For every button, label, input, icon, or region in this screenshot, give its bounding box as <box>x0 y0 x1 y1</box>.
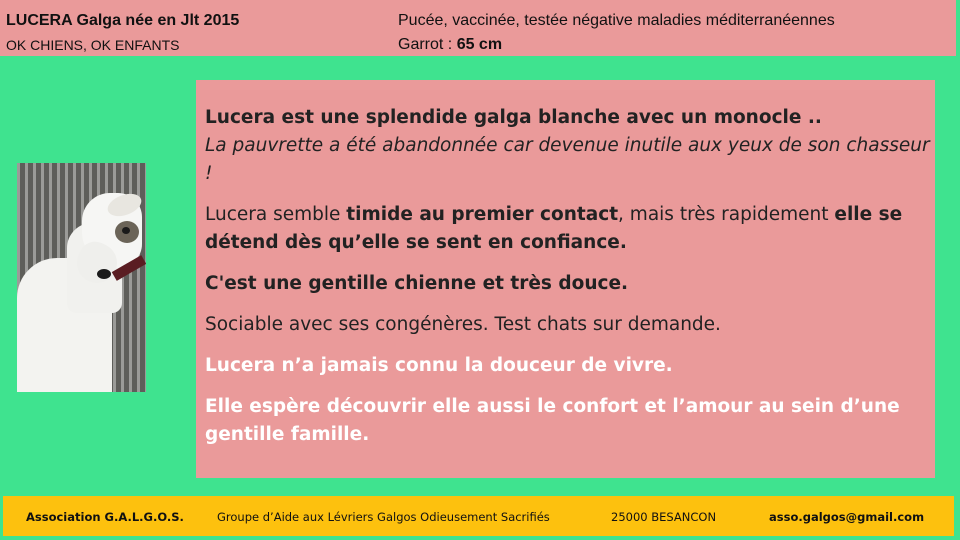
dog-compatibility: OK CHIENS, OK ENFANTS <box>6 37 180 53</box>
garrot-value: 65 cm <box>456 36 503 53</box>
temperament-mid: , mais très rapidement <box>618 204 835 225</box>
association-name: Association G.A.L.G.O.S. <box>26 510 184 524</box>
health-info: Pucée, vaccinée, testée négative maladies méditerranéennes <box>398 12 835 29</box>
temperament-bold-2: elle se détend dès qu’elle se sent en confiance. <box>205 204 903 253</box>
paragraph-gentle <box>205 270 930 298</box>
garrot-label: Garrot : <box>398 36 457 53</box>
temperament-bold-1: timide au premier contact <box>346 204 619 225</box>
hope-text: Elle espère découvrir elle aussi le confort et l’amour au sein d’une gentille famille. <box>205 396 900 445</box>
description-text <box>205 104 930 462</box>
header-banner <box>0 0 956 56</box>
dog-title: LUCERA Galga née en Jlt 2015 <box>6 12 240 29</box>
paragraph-sociable: Sociable avec ses congénères. Test chats sur demande. <box>205 314 721 335</box>
dog-nose <box>97 269 111 279</box>
description-panel <box>196 80 935 478</box>
dog-photo <box>17 163 146 392</box>
temperament-start: Lucera semble <box>205 204 347 225</box>
intro-italic: La pauvrette a été abandonnée car devenue inutile aux yeux de son chasseur ! <box>205 135 930 184</box>
footer-banner <box>3 496 954 536</box>
intro-bold: Lucera est une splendide galga blanche avec un monocle .. <box>205 107 822 128</box>
never-known-text: Lucera n’a jamais connu la douceur de vivre. <box>205 355 673 376</box>
paragraph-temperament <box>205 201 930 257</box>
garrot-info <box>398 36 502 54</box>
paragraph-hope <box>205 393 930 449</box>
association-email[interactable]: asso.galgos@gmail.com <box>769 510 925 524</box>
paragraph-intro <box>205 104 930 188</box>
association-description: Groupe d’Aide aux Lévriers Galgos Odieusement Sacrifiés <box>217 510 550 524</box>
association-city: 25000 BESANCON <box>611 510 717 524</box>
paragraph-never-known <box>205 352 930 380</box>
gentle-text: C'est une gentille chienne et très douce. <box>205 273 629 294</box>
dog-eye <box>122 227 130 234</box>
